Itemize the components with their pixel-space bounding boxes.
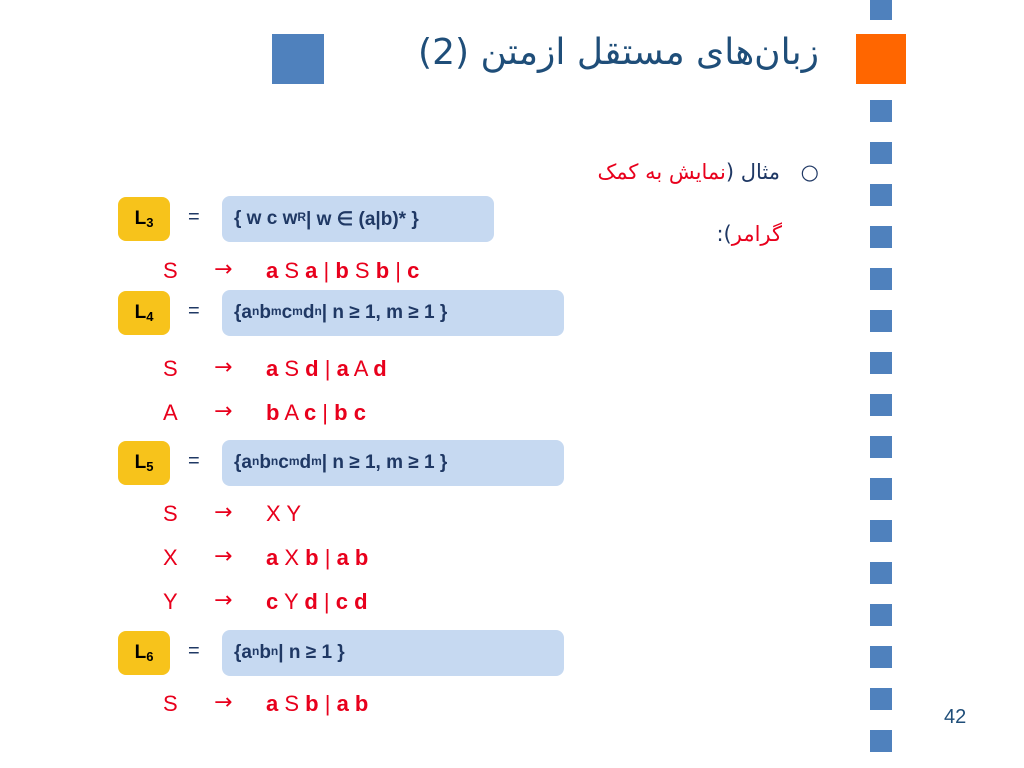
language-label-letter: L: [134, 452, 147, 473]
language-label-subscript: 4: [146, 308, 154, 324]
example-bullet-line2: [716, 222, 782, 246]
language-label: [118, 291, 170, 335]
language-label-subscript: 5: [146, 458, 154, 474]
bullet-line2-highlight: گرامر: [731, 222, 782, 246]
side-square: [870, 0, 892, 20]
production-lhs: S: [163, 356, 178, 381]
production-arrow: →: [214, 690, 233, 715]
production-lhs: A: [163, 400, 178, 425]
production-arrow: →: [214, 588, 233, 613]
side-square: [870, 604, 892, 626]
bullet-highlight: نمایش به کمک: [597, 160, 726, 184]
side-square: [870, 520, 892, 542]
production-lhs: S: [163, 258, 178, 283]
language-label-letter: L: [134, 302, 147, 323]
production-rhs: c Y d | c d: [266, 589, 368, 614]
equals-sign: =: [188, 450, 200, 472]
production-rhs: b A c | b c: [266, 400, 366, 425]
production-arrow: →: [214, 544, 233, 569]
production-lhs: Y: [163, 589, 178, 614]
side-square: [870, 226, 892, 248]
production-lhs: S: [163, 501, 178, 526]
production-arrow: →: [214, 500, 233, 525]
production-arrow: →: [214, 399, 233, 424]
production-rhs: X Y: [266, 501, 302, 526]
bullet-marker: ○: [800, 160, 819, 184]
title-square-left: [272, 34, 324, 84]
equals-sign: =: [188, 640, 200, 662]
production-arrow: →: [214, 257, 233, 282]
language-label: [118, 631, 170, 675]
side-square: [870, 352, 892, 374]
slide-title: زبان‌های مستقل ازمتن (2): [418, 32, 819, 73]
side-square: [870, 730, 892, 752]
production-rhs: a S d | a A d: [266, 356, 387, 381]
language-set-definition: {a $^n$ b $^n$ | n ≥ 1 }: [222, 630, 564, 676]
production-lhs: S: [163, 691, 178, 716]
side-square: [870, 646, 892, 668]
language-label: [118, 441, 170, 485]
language-set-definition: {a $^n$ b $^m$ c $^m$ d $^n$ | n ≥ 1, m ≥ 1 }: [222, 290, 564, 336]
language-label-letter: L: [134, 642, 147, 663]
language-label-subscript: 6: [146, 648, 154, 664]
side-square: [870, 688, 892, 710]
side-square: [870, 478, 892, 500]
side-square: [870, 142, 892, 164]
side-square: [870, 394, 892, 416]
production-rhs: a X b | a b: [266, 545, 369, 570]
language-label-letter: L: [134, 208, 147, 229]
bullet-line2-suffix: ):: [716, 222, 732, 246]
example-bullet: [597, 160, 819, 184]
side-square: [870, 310, 892, 332]
equals-sign: =: [188, 206, 200, 228]
production-rhs: a S a | b S b | c: [266, 258, 420, 283]
side-square: [870, 184, 892, 206]
equals-sign: =: [188, 300, 200, 322]
production-lhs: X: [163, 545, 178, 570]
production-rhs: a S b | a b: [266, 691, 369, 716]
language-set-definition: { w c w $^R$ | w ∈ (a|b)* }: [222, 196, 494, 242]
language-label: [118, 197, 170, 241]
title-square-right: [856, 34, 906, 84]
side-square: [870, 268, 892, 290]
side-square: [870, 436, 892, 458]
page-number: 42: [944, 706, 967, 728]
side-square: [870, 562, 892, 584]
production-arrow: →: [214, 355, 233, 380]
language-set-definition: {a $^n$ b $^n$ c $^m$ d $^m$ | n ≥ 1, m ≥ 1 }: [222, 440, 564, 486]
bullet-prefix: مثال (: [725, 160, 780, 184]
side-square: [870, 100, 892, 122]
language-label-subscript: 3: [146, 214, 154, 230]
